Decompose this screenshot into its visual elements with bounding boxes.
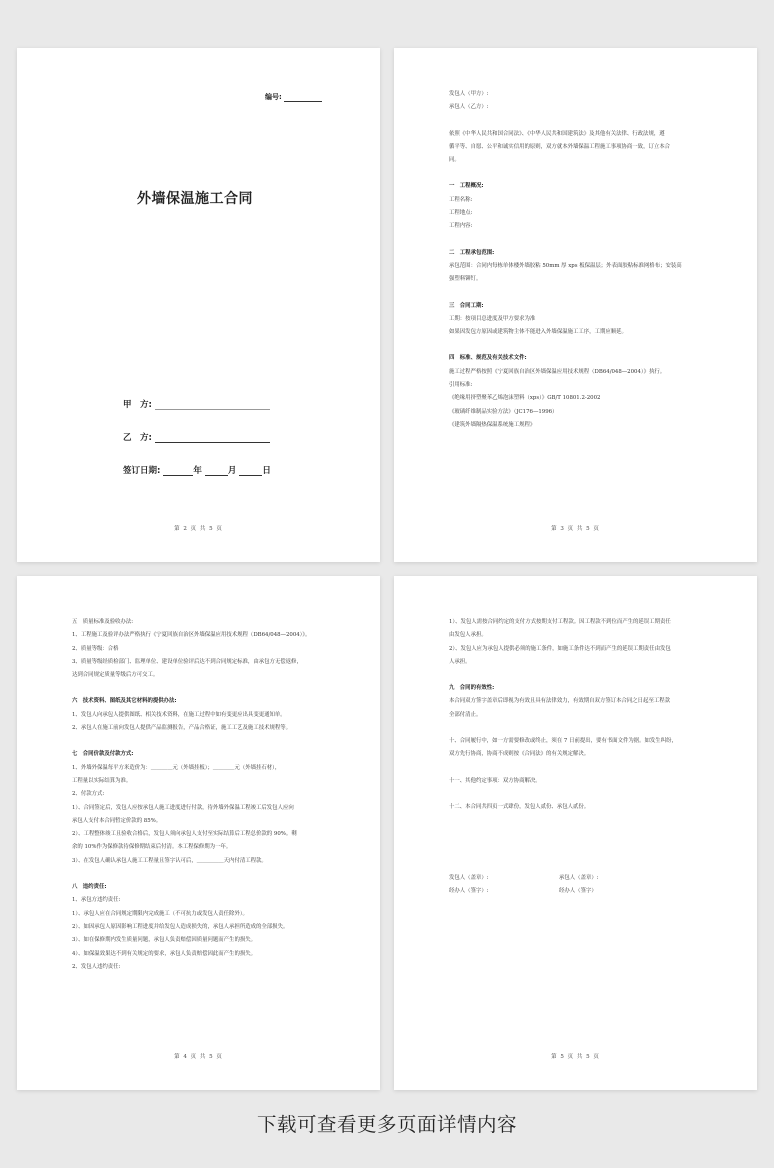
text-line: 工程地点: — [449, 210, 473, 217]
text-line: 承包人支付本合同暂定价款的 85%。 — [72, 817, 162, 824]
day-blank — [239, 466, 262, 476]
text-line: 2、承包人在施工前向发包人提供产品监测报告，产品合格证，施工工艺及施工技术规程等。 — [72, 725, 292, 732]
seal-row — [449, 872, 707, 885]
paragraph-gap — [449, 287, 707, 300]
page-5-content — [449, 616, 707, 814]
text-line: 3）、在发包人确认承包人施工工程量且签字认可后，＿＿＿＿＿天内付清工程款。 — [72, 857, 267, 864]
contract-number-blank — [284, 94, 322, 102]
party-a-label: 甲 方: — [123, 400, 152, 410]
text-line: 本合同双方签字盖章后即视为有效且具有法律效力，有效期自双方签订本合同之日起至工程款 — [449, 698, 671, 705]
section-heading: 七 合同价款及付款方式: — [72, 751, 134, 758]
text-line: 双方先行协商，协商不成则按《合同法》的有关规定解决。 — [449, 751, 590, 758]
text-line: 承包范围：合同内每栋单体楼外墙胶粘 50mm 厚 xps 板保温层；外表面胶粘标准网格布；安装高 — [449, 262, 682, 269]
text-line: 《建筑外墙隔热保温系统施工规程》 — [449, 421, 536, 428]
paragraph-gap — [449, 167, 707, 180]
month-blank — [205, 466, 228, 476]
year-blank — [163, 466, 193, 476]
party-b-blank — [155, 433, 270, 443]
paragraph-gap — [449, 788, 707, 801]
section-heading: 四 标准、规范及有关技术文件: — [449, 355, 527, 362]
page-number: 第 5 页 共 5 页 — [551, 1054, 600, 1060]
text-line: 4）、如保温效果达不到有关规定的要求，承包人负责赔偿因此而产生的损失。 — [72, 950, 257, 957]
paragraph-gap — [449, 669, 707, 682]
contractor-seal-label: 承包人（盖章）: — [559, 875, 599, 881]
page-3-content — [449, 88, 707, 432]
signature-block — [449, 872, 707, 899]
text-line: 强塑料铆钉。 — [449, 276, 482, 283]
contract-number — [265, 92, 322, 102]
section-heading: 六 技术资料、图纸及其它材料的提供办法: — [72, 698, 177, 705]
text-line: 2）、工程整体竣工且验收合格后，发包人须向承包人支付至实际结算后工程总价款的 90%。剩 — [72, 831, 297, 838]
sign-date-label: 签订日期: — [123, 466, 161, 476]
section-heading: 二 工程承包范围: — [449, 249, 495, 256]
paragraph-gap — [449, 722, 707, 735]
contract-page-4 — [17, 576, 380, 1090]
party-b-row — [123, 431, 270, 443]
text-line: 《玻璃纤维制品实验方法》（JC176—1996） — [449, 408, 558, 415]
text-line: 1）、发包人需按合同约定的支付方式按期支付工程款。因工程款不到位而产生的延误工期责任 — [449, 619, 671, 625]
text-line: 1、工程施工及验评办法严格执行《宁夏回族自治区外墙保温应用技术规程（DB64/048—2004）》。 — [72, 632, 311, 639]
text-line: 1）、承包人应在合同规定期限内完成施工（不可抗力或发包人责任除外）。 — [72, 910, 248, 917]
paragraph-gap — [72, 682, 330, 695]
text-line: 1、发包人向承包人提供图纸、相关技术资料，在施工过程中如有变更应出具变更通知单。 — [72, 711, 286, 718]
text-line: 引用标准: — [449, 382, 473, 389]
text-line: 达到合同规定质量等级后方可交工。 — [72, 672, 159, 679]
text-line: 依照《中华人民共和国合同法》、《中华人民共和国建筑法》及其他有关法律、行政法规，遵 — [449, 130, 665, 137]
text-line: 工期：按项目总进度及甲方要求为准 — [449, 315, 536, 322]
section-heading: 一 工程概况: — [449, 183, 484, 190]
month-label: 月 — [227, 466, 237, 476]
section-heading: 三 合同工期: — [449, 302, 484, 309]
text-line: 施工过程严格按照《宁夏回族自治区外墙保温应用技术规程（DB64/048—2004）》执行。 — [449, 368, 666, 375]
paragraph-gap — [72, 735, 330, 748]
party-b-label: 乙 方: — [123, 433, 152, 443]
sign-date-row — [123, 464, 271, 476]
contract-title: 外墙保温施工合同 — [137, 191, 253, 207]
paragraph-gap — [72, 868, 330, 881]
contract-number-label: 编号: — [265, 93, 282, 101]
text-line: 全部付清止。 — [449, 711, 482, 718]
text-line: 2）、发包人应为承包人提供必须的施工条件，如施工条件达不到而产生的延误工期责任由发包 — [449, 645, 671, 652]
text-line: 1、外墙外保温每平方米造价为：＿＿＿＿元（外墙挂板）；＿＿＿＿元（外墙挂石材）， — [72, 764, 281, 771]
year-label: 年 — [193, 466, 202, 476]
text-line: 同。 — [449, 157, 460, 164]
party-a-row — [123, 398, 270, 410]
text-line: 1、承包方违约责任: — [72, 897, 121, 904]
text-line: 1）、合同签定后，发包人应按承包人施工进度进行付款，待外墙外保温工程竣工后发包人应向 — [72, 804, 294, 811]
text-line: 承包人（乙方）: — [449, 104, 489, 111]
paragraph-gap — [449, 762, 707, 775]
employer-seal-label: 发包人（盖章）: — [449, 875, 489, 881]
text-line: 如果因发包方原因或建筑物主体不能进入外墙保温施工工序，工期应顺延。 — [449, 329, 627, 336]
page-4-content — [72, 616, 330, 974]
text-line: 循平等、自愿、公平和诚实信用的原则，双方就本外墙保温工程施工事项协商一致，订立本合 — [449, 143, 671, 150]
contract-page-5 — [394, 576, 757, 1090]
employer-agent-label: 经办人（签字）: — [449, 888, 489, 895]
text-line: 《绝缘用挤塑聚苯乙烯泡沫塑料（xps）》GB/T 10801.2-2002 — [449, 395, 601, 402]
paragraph-gap — [449, 234, 707, 247]
contractor-agent-label: 经办人（签字） — [559, 888, 597, 895]
download-more-caption: 下载可查看更多页面详情内容 — [256, 1113, 517, 1136]
contract-page-3 — [394, 48, 757, 562]
text-line: 十一、其他约定事项：双方协商解决。 — [449, 777, 541, 784]
text-line: 2）、如因承包人原因影响工程进度并给发包人造成损失的，承包人承担所造成的全部损失。 — [72, 923, 289, 930]
text-line: 余的 10%作为保修款待保修期结束后付清。本工程保修期为一年。 — [72, 844, 232, 851]
contract-cover-page — [17, 48, 380, 562]
text-line: 3、质量等级经质检部门、监理单位、建设单位验评后达不到合同规定标准，由承包方无偿返修， — [72, 658, 302, 665]
text-line: 3）、如在保修期内发生质量问题，承包人负责赔偿因质量问题而产生的损失。 — [72, 937, 257, 944]
paragraph-gap — [449, 115, 707, 128]
page-number: 第 2 页 共 5 页 — [174, 526, 223, 532]
text-line: 2、质量等级：合格 — [72, 645, 119, 652]
agent-row — [449, 885, 707, 898]
text-line: 人承担。 — [449, 658, 471, 665]
page-number: 第 3 页 共 5 页 — [551, 526, 600, 532]
party-a-blank — [155, 400, 270, 410]
text-line: 2、发包人违约责任: — [72, 963, 121, 970]
text-line: 五 质量标准及验收办法: — [72, 619, 134, 625]
text-line: 2、付款方式: — [72, 791, 105, 798]
text-line: 十二、本合同共四页一式肆份，发包人贰份、承包人贰份。 — [449, 803, 590, 810]
day-label: 日 — [262, 466, 271, 476]
text-line: 工程名称: — [449, 196, 473, 203]
text-line: 十、合同履行中，如一方需要修改或终止，须在 7 日前提出，要有书面文件为据。如发生纠纷， — [449, 738, 677, 745]
section-heading: 九 合同的有效性: — [449, 685, 495, 692]
paragraph-gap — [449, 339, 707, 352]
text-line: 发包人（甲方）: — [449, 91, 489, 97]
text-line: 工程量以实际结算为准。 — [72, 777, 132, 784]
page-number: 第 4 页 共 5 页 — [174, 1054, 223, 1060]
section-heading: 八 违约责任: — [72, 884, 107, 891]
text-line: 由发包人承担。 — [449, 632, 487, 639]
text-line: 工程内容: — [449, 223, 473, 230]
